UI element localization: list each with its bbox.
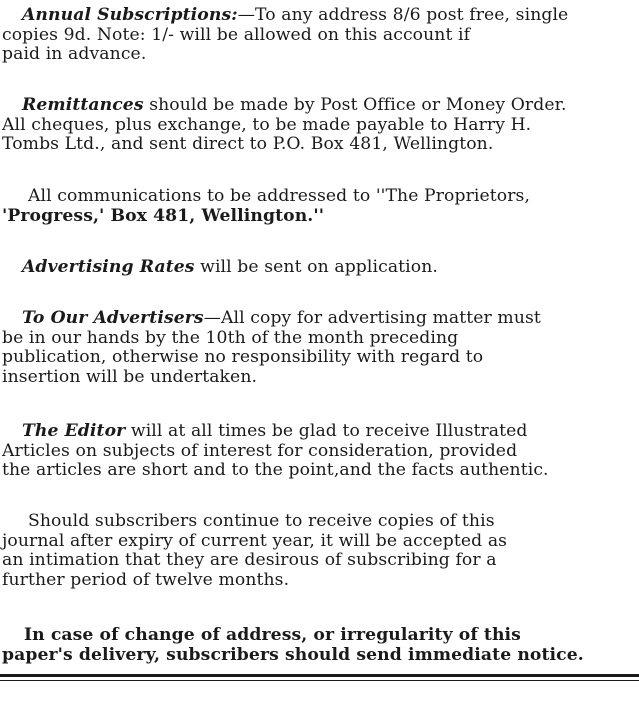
remittances-heading: Remittances (22, 95, 144, 115)
change-of-address-line-2: paper's delivery, subscribers should send immediate notice. (2, 644, 584, 665)
subscribers-line-4: further period of twelve months. (2, 569, 290, 590)
annual-subscriptions-paragraph (2, 6, 635, 65)
editor-line-2: Articles on subjects of interest for consideration, provided (2, 440, 518, 461)
communications-line-1 (2, 187, 635, 207)
change-of-address-line-1: In case of change of address, or irregularity of this (24, 625, 521, 645)
advertisers-line-4: insertion will be undertaken. (2, 366, 258, 387)
footer-rule-thick (0, 674, 639, 677)
communications-line-2: 'Progress,' Box 481, Wellington.'' (2, 205, 325, 226)
subscribers-line-2: journal after expiry of current year, it will be accepted as (2, 530, 508, 551)
subscribers-line-3: an intimation that they are desirous of subscribing for a (2, 550, 497, 570)
editor-line-3: the articles are short and to the point,and the facts authentic. (2, 460, 549, 480)
remittances-line-2: All cheques, plus exchange, to be made payable to Harry H. (2, 114, 532, 135)
annual-subscriptions-text-1: —To any address 8/6 post free, single (237, 5, 569, 25)
remittances-text-1: should be made by Post Office or Money Order. (143, 95, 567, 115)
advertisers-heading: To Our Advertisers (22, 308, 204, 328)
remittances-paragraph (2, 96, 635, 155)
subscribers-line-1: Should subscribers continue to receive copies of this (28, 511, 495, 531)
advertisers-line-3: publication, otherwise no responsibility with regard to (2, 347, 484, 367)
advertising-rates-paragraph (2, 258, 635, 278)
annual-subscriptions-line-2: copies 9d. Note: 1/- will be allowed on this account if (2, 24, 471, 45)
editor-line-1 (2, 422, 635, 442)
advertising-rates-line-1 (2, 258, 635, 278)
advertisers-text-1: —All copy for advertising matter must (203, 308, 541, 328)
advertising-rates-heading: Advertising Rates (22, 257, 195, 277)
communications-text-1: All communications to be addressed to ''The Proprietors, (28, 186, 531, 206)
subscribers-paragraph (2, 512, 635, 590)
advertisers-line-2: be in our hands by the 10th of the month preceding (2, 327, 459, 348)
annual-subscriptions-line-1 (2, 6, 635, 26)
editor-heading: The Editor (22, 421, 126, 441)
editor-text-1: will at all times be glad to receive Illustrated (125, 421, 528, 441)
advertisers-paragraph (2, 309, 635, 387)
editor-paragraph (2, 422, 635, 481)
remittances-line-1 (2, 96, 635, 116)
advertisers-line-1 (2, 309, 635, 329)
remittances-line-3: Tombs Ltd., and sent direct to P.O. Box 481, Wellington. (2, 134, 494, 154)
communications-paragraph (2, 187, 635, 226)
advertising-rates-text-1: will be sent on application. (194, 257, 438, 277)
footer-rule-thin (0, 680, 639, 681)
annual-subscriptions-heading: Annual Subscriptions: (22, 5, 238, 25)
change-of-address-paragraph (2, 626, 635, 665)
annual-subscriptions-line-3: paid in advance. (2, 44, 147, 64)
